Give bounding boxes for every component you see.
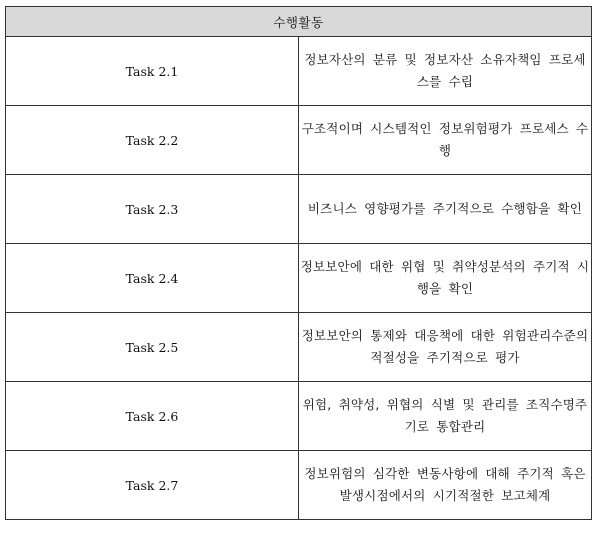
task-description-cell: 정보보안의 통제와 대응책에 대한 위험관리수준의 적절성을 주기적으로 평가 xyxy=(299,313,592,382)
task-description-cell: 구조적이며 시스템적인 정보위험평가 프로세스 수행 xyxy=(299,106,592,175)
table-row xyxy=(6,175,592,244)
table-row xyxy=(6,244,592,313)
task-id-cell: Task 2.2 xyxy=(6,106,299,175)
table-row xyxy=(6,37,592,106)
task-description-cell: 정보자산의 분류 및 정보자산 소유자책임 프로세스를 수립 xyxy=(299,37,592,106)
task-id-cell: Task 2.5 xyxy=(6,313,299,382)
table-header-row xyxy=(6,7,592,37)
table-header: 수행활동 xyxy=(6,7,592,37)
activities-table xyxy=(5,6,592,520)
table-row xyxy=(6,313,592,382)
task-id-cell: Task 2.7 xyxy=(6,451,299,520)
task-id-cell: Task 2.1 xyxy=(6,37,299,106)
task-description-cell: 정보위험의 심각한 변동사항에 대해 주기적 혹은 발생시점에서의 시기적절한 보고체계 xyxy=(299,451,592,520)
task-description-cell: 위험, 취약성, 위협의 식별 및 관리를 조직수명주기로 통합관리 xyxy=(299,382,592,451)
task-id-cell: Task 2.4 xyxy=(6,244,299,313)
task-id-cell: Task 2.3 xyxy=(6,175,299,244)
table-row xyxy=(6,106,592,175)
task-id-cell: Task 2.6 xyxy=(6,382,299,451)
table-row xyxy=(6,451,592,520)
task-description-cell: 비즈니스 영향평가를 주기적으로 수행함을 확인 xyxy=(299,175,592,244)
table-row xyxy=(6,382,592,451)
task-description-cell: 정보보안에 대한 위협 및 취약성분석의 주기적 시행을 확인 xyxy=(299,244,592,313)
